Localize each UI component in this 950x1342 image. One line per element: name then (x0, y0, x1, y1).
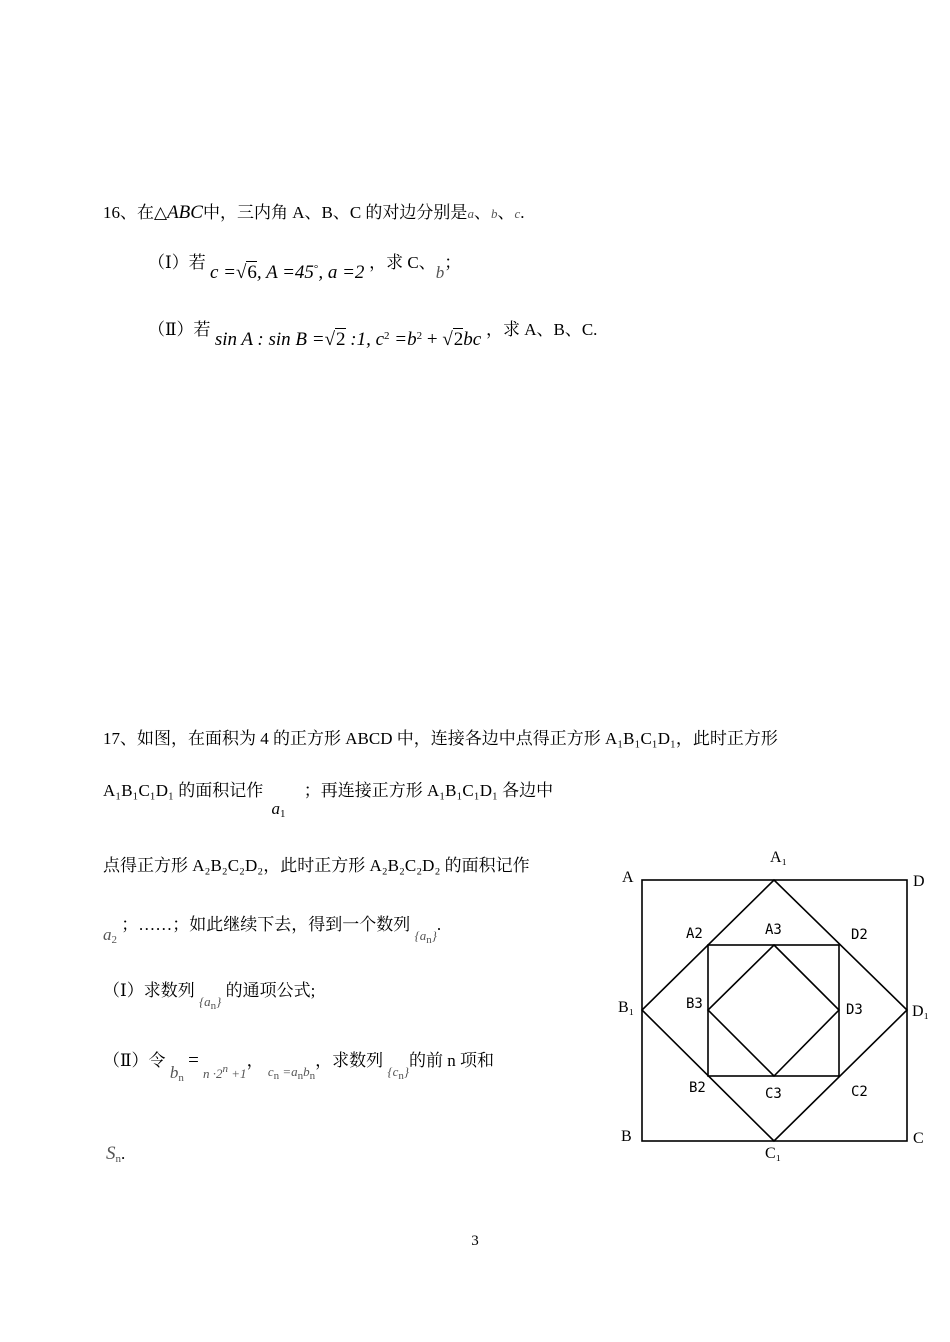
q17-line2: A₁B₁C₁D₁ 的面积记作 $a_1$ ；再连接正方形 A₁B₁C₁D₁ 各边中 (103, 781, 554, 820)
square-a2b2c2d2 (708, 945, 839, 1076)
a2-symbol: $a_2$ (103, 925, 117, 946)
label-d3: D3 (846, 1002, 863, 1018)
q16-part1: （Ⅰ）若 c =√6, A =45°, a =2 ，求 C、b； (148, 253, 462, 283)
label-a2: A2 (686, 926, 703, 942)
q16-stem: 16、在△ABC中，三内角 A、B、C 的对边分别是a、b、c. (103, 202, 525, 223)
page-number: 3 (471, 1233, 479, 1249)
label-c3: C3 (765, 1086, 782, 1102)
label-d1: D₁ (912, 1003, 930, 1020)
a1-symbol: $a_1$ (271, 799, 286, 820)
q17-line4: $a_2$ ；……；如此继续下去，得到一个数列 $_{\{a_n\}}$. (103, 915, 442, 946)
q16-part1-condition: c =√6, A =45°, a =2 (209, 262, 365, 283)
q17-part1: （Ⅰ）求数列 $_{\{a_n\}}$ 的通项公式; (103, 981, 316, 1012)
q17-line1: 17、如图，在面积为 4 的正方形 ABCD 中，连接各边中点得正方形 A₁B₁C₁D₁，此时正方形 (103, 729, 778, 748)
q16-part2: （Ⅱ）若 sin A : sin B =√2 :1, $c^2 =b^2 + √2bc$ ，求 A、B、C. (148, 320, 598, 350)
label-b3: B3 (686, 996, 703, 1012)
label-c1: C₁ (765, 1145, 782, 1162)
label-b: B (621, 1128, 632, 1145)
q17-line3: 点得正方形 A₂B₂C₂D₂，此时正方形 A₂B₂C₂D₂ 的面积记作 (103, 856, 530, 875)
label-d: D (913, 873, 925, 890)
label-d2: D2 (851, 927, 868, 943)
label-c2: C2 (851, 1084, 868, 1100)
label-a: A (622, 869, 634, 886)
label-a1: A₁ (770, 849, 788, 866)
label-b2: B2 (689, 1080, 706, 1096)
q16-part2-condition: sin A : sin B =√2 :1, $c^2 =b^2 + √2bc$ (214, 329, 482, 350)
q17-part2: （Ⅱ）令 $b_n = _{n \cdot 2^n +1}$， $_{c_n =a_nb_n}$，求数列 $_{\{c_n\}}$的前 n 项和 (103, 1050, 495, 1084)
label-b1: B₁ (618, 999, 635, 1016)
label-a3: A3 (765, 922, 782, 938)
square-a3b3c3d3 (708, 945, 839, 1076)
label-c: C (913, 1130, 924, 1147)
q17-sn: $S_n$. (106, 1143, 126, 1165)
nested-squares-figure (605, 838, 950, 1168)
